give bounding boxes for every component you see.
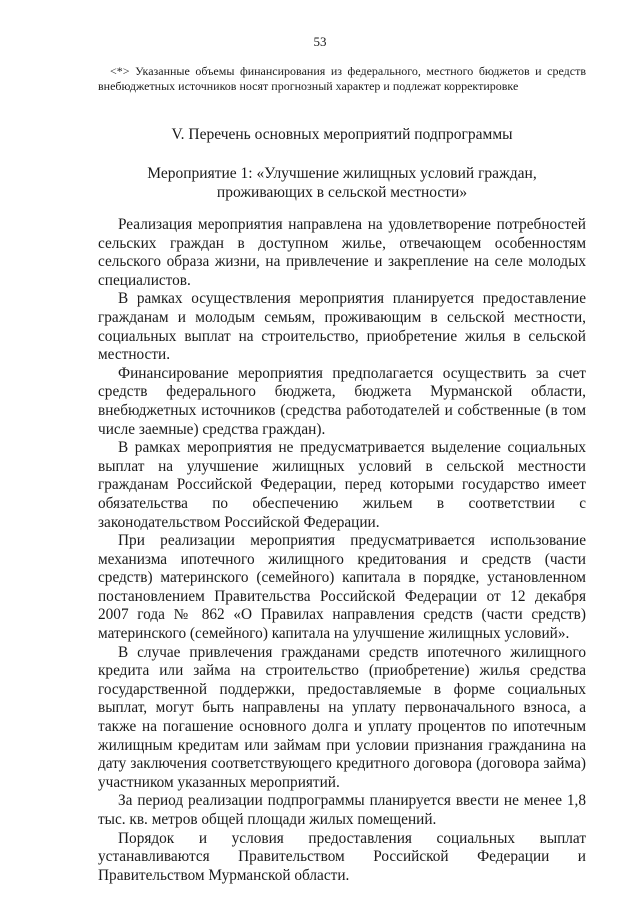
- section-title: V. Перечень основных мероприятий подпрограммы: [171, 126, 513, 143]
- paragraph: В случае привлечения гражданами средств ипотечного жилищного кредита или займа на строительство (приобретение) жилья средства государственной поддержки, предоставляемые в форме социальных выплат, могут быть направлены на уплату первоначального взноса, а также на погашение основного долга и уплату процентов по ипотечным жилищным кредитам или займам при условии признания гражданина на дату заключения соответствующего кредитного договора (договора займа) участником указанных мероприятий.: [98, 643, 586, 791]
- body-text: [98, 216, 586, 885]
- measure-title: Мероприятие 1: «Улучшение жилищных условий граждан, проживающих в сельской местности»: [147, 165, 537, 201]
- paragraph: Реализация мероприятия направлена на удовлетворение потребностей сельских граждан в доступном жилье, отвечающем особенностям сельского образа жизни, на привлечение и закрепление на селе молодых специалистов.: [98, 216, 586, 289]
- page-number: 53: [313, 34, 327, 49]
- paragraph: Порядок и условия предоставления социальных выплат устанавливаются Правительством Российской Федерации и Правительством Мурманской области.: [98, 829, 586, 884]
- paragraph: В рамках мероприятия не предусматривается выделение социальных выплат на улучшение жилищных условий в сельской местности гражданам Российской Федерации, перед которыми государство имеет обязательства по обеспечению жильем в соответствии с законодательством Российской Федерации.: [98, 439, 586, 531]
- paragraph: В рамках осуществления мероприятия планируется предоставление гражданам и молодым семьям, проживающим в сельской местности, социальных выплат на строительство, приобретение жилья в сельской местности.: [98, 290, 586, 364]
- funding-footnote: <*> Указанные объемы финансирования из федерального, местного бюджетов и средств внебюджетных источников носят прогнозный характер и подлежат корректировке: [98, 64, 586, 93]
- paragraph: Финансирование мероприятия предполагается осуществить за счет средств федерального бюджета, бюджета Мурманской области, внебюджетных источников (средства работодателей и собственные (в том числе заемные) средства граждан).: [98, 364, 586, 438]
- paragraph: За период реализации подпрограммы планируется ввести не менее 1,8 тыс. кв. метров общей площади жилых помещений.: [98, 792, 586, 828]
- paragraph: При реализации мероприятия предусматривается использование механизма ипотечного жилищного кредитования и средств (части средств) материнского (семейного) капитала в порядке, установленном постановлением Правительства Российской Федерации от 12 декабря 2007 года № 862 «О Правилах направления средств (части средств) материнского (семейного) капитала на улучшение жилищных условий».: [98, 532, 586, 643]
